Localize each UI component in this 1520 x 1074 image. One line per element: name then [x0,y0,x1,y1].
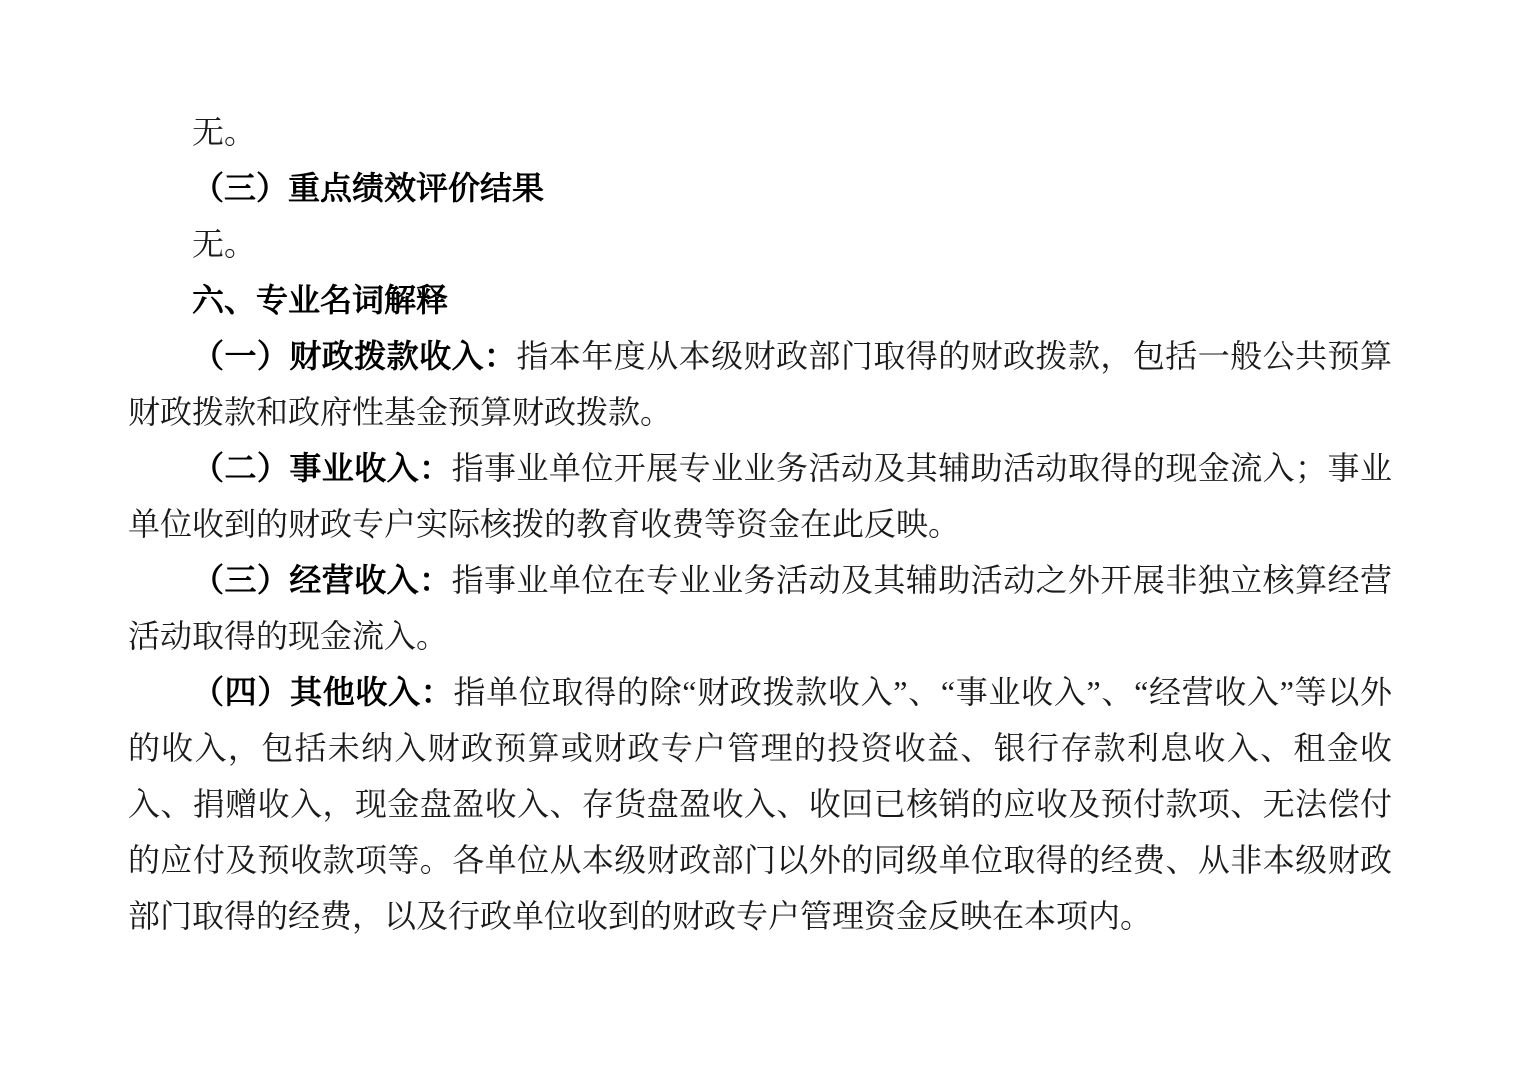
heading-key-performance-evaluation-results: （三）重点绩效评价结果 [192,170,545,206]
term-text-fiscal-appropriation-income: 指本年度从本级财政部门取得的财政拨款，包括一般公共预算财政拨款和政府性基金预算财政拨款。 [128,338,1392,430]
term-fiscal-appropriation-income [128,328,1392,440]
term-text-other-income: 指单位取得的除“财政拨款收入”、“事业收入”、“经营收入”等以外的收入，包括未纳入财政预算或财政专户管理的投资收益、银行存款利息收入、租金收入、捐赠收入，现金盘盈收入、存货盘盈收入、收回已核销的应收及预付款项、无法偿付的应付及预收款项等。各单位从本级财政部门以外的同级单位取得的经费、从非本级财政部门取得的经费，以及行政单位收到的财政专户管理资金反映在本项内。 [128,674,1392,934]
document-body [128,104,1392,944]
paragraph-none-2: 无。 [192,226,257,262]
term-lead-business-income: （三）经营收入： [192,562,452,598]
heading-terminology-explanation: 六、专业名词解释 [192,282,449,318]
term-operating-undertaking-income [128,440,1392,552]
term-business-income [128,552,1392,664]
term-other-income [128,664,1392,944]
paragraph-none-1: 无。 [192,114,257,150]
term-lead-other-income: （四）其他收入： [192,674,454,710]
term-text-business-income: 指事业单位在专业业务活动及其辅助活动之外开展非独立核算经营活动取得的现金流入。 [128,562,1392,654]
term-lead-undertaking-income: （二）事业收入： [192,450,452,486]
term-text-undertaking-income: 指事业单位开展专业业务活动及其辅助活动取得的现金流入；事业单位收到的财政专户实际核拨的教育收费等资金在此反映。 [128,450,1392,542]
term-lead-fiscal-appropriation-income: （一）财政拨款收入： [192,338,517,374]
